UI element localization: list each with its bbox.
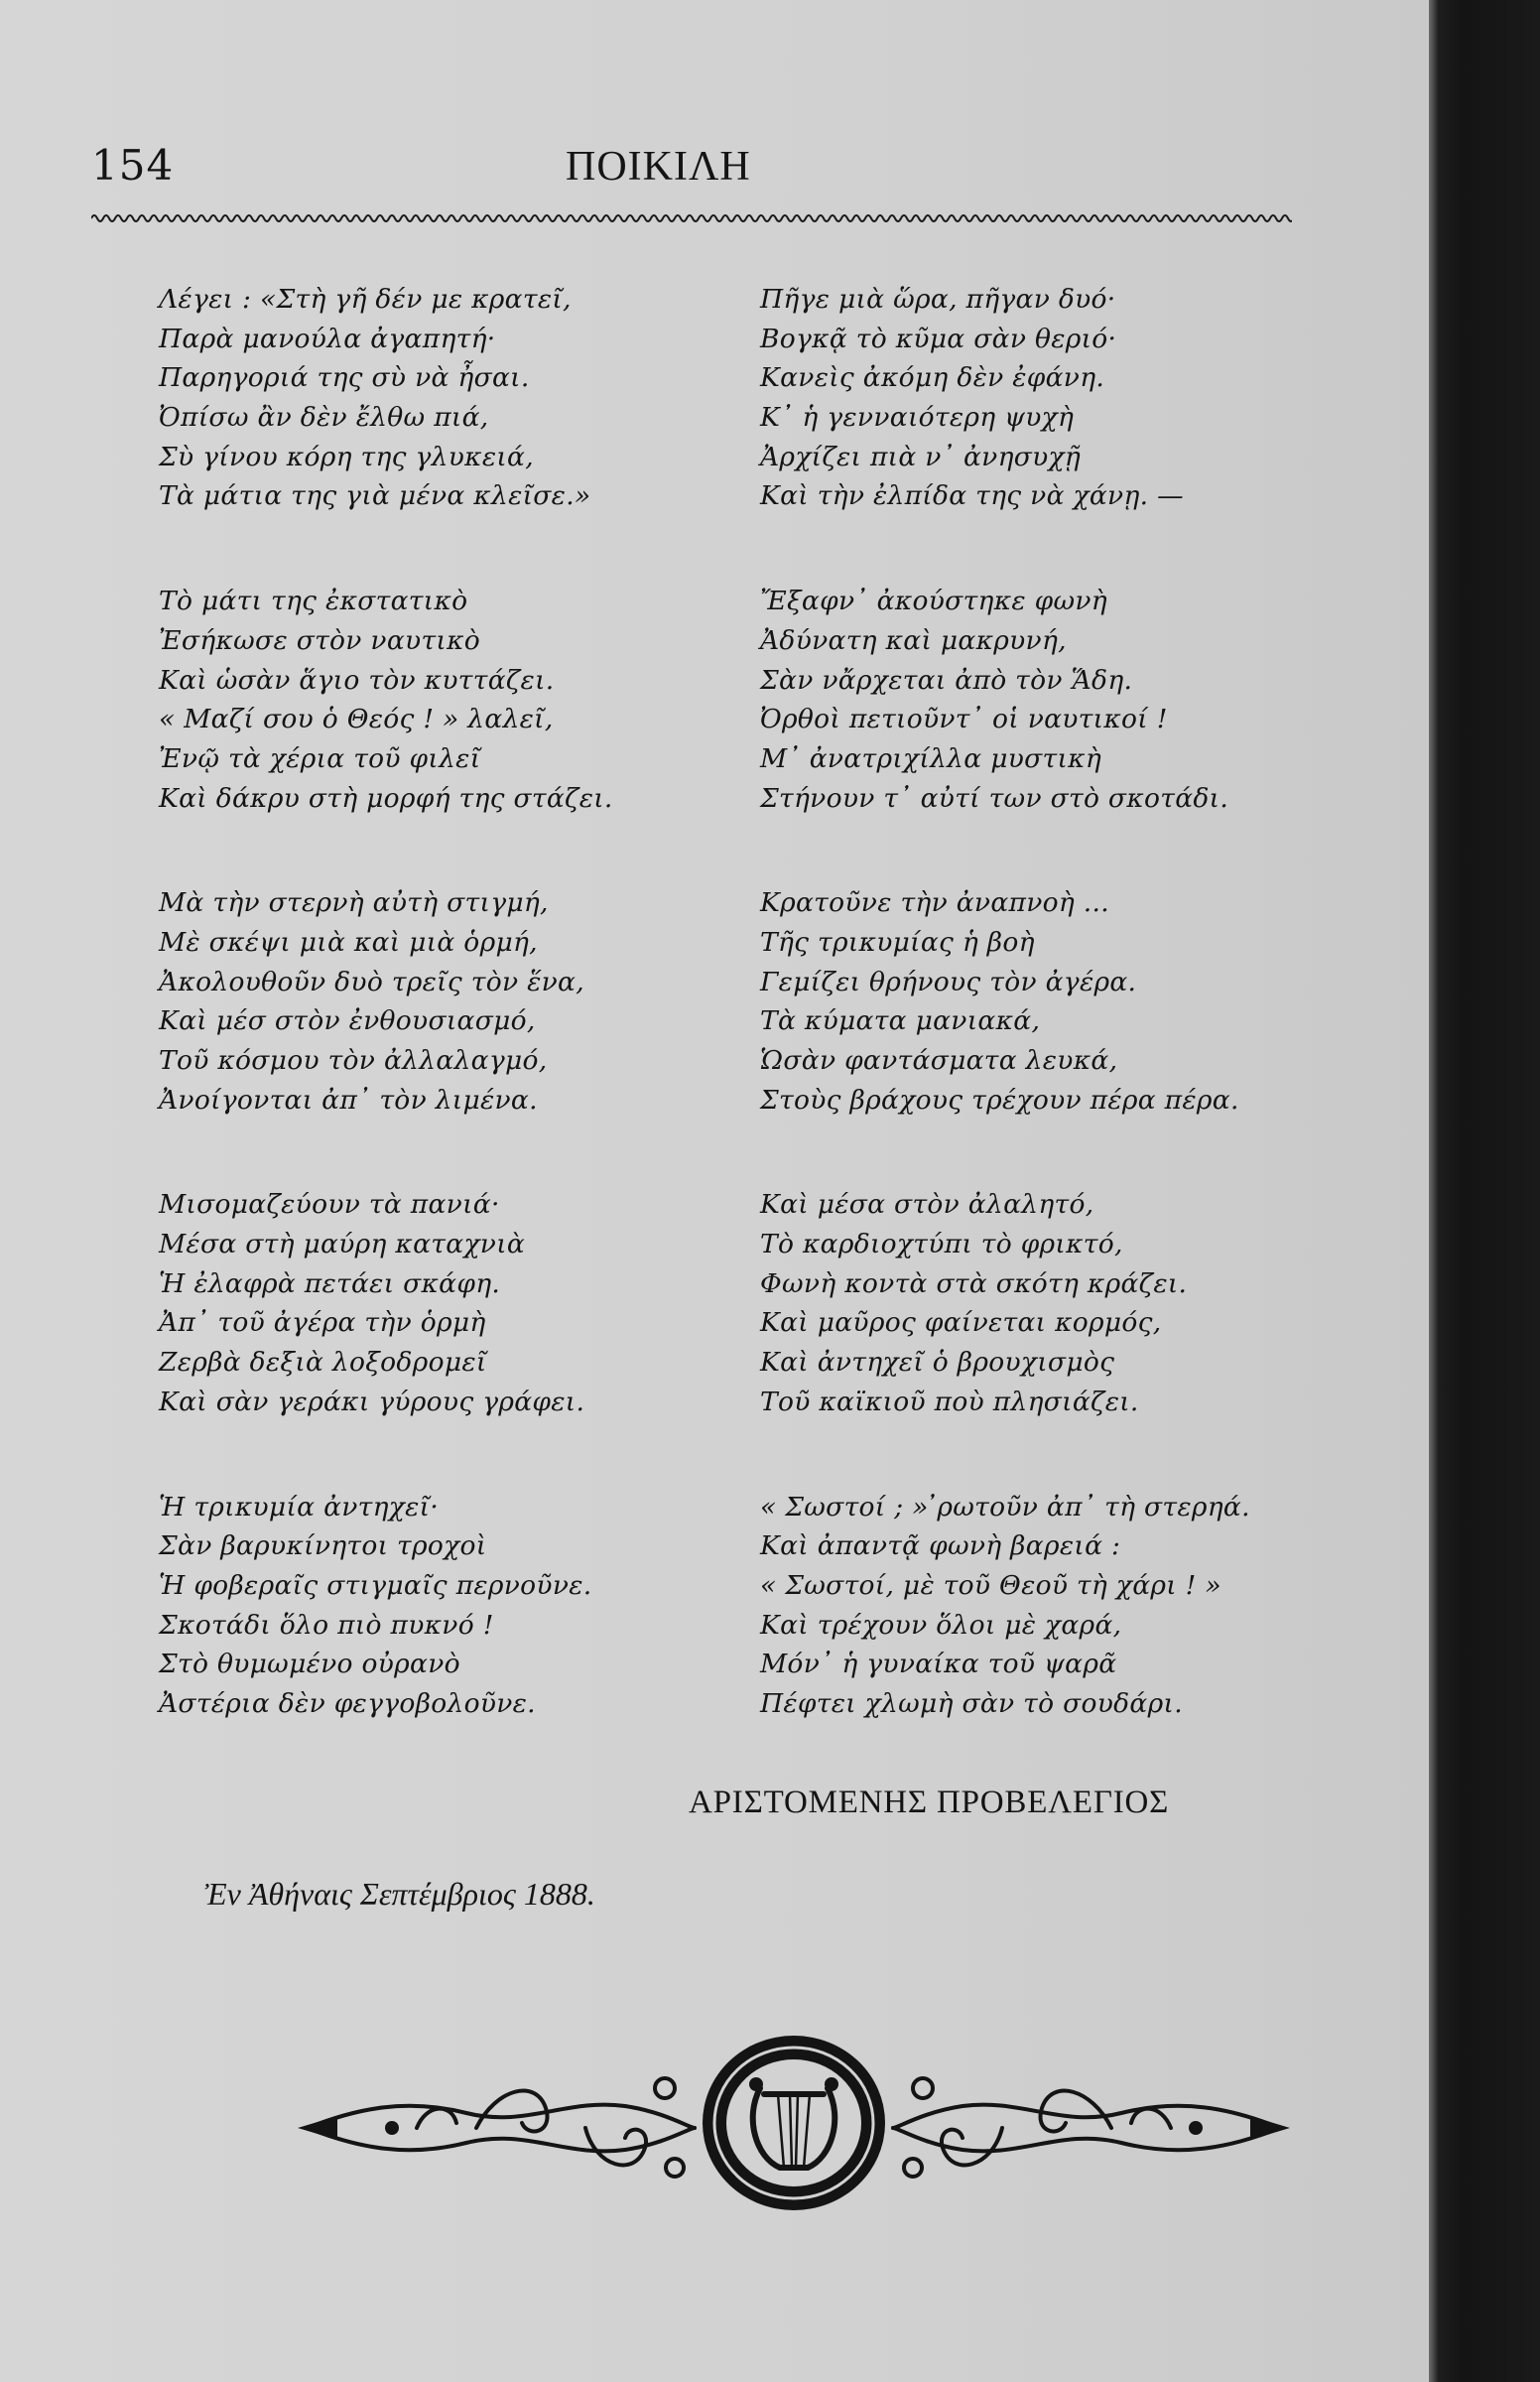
verse-line: Ἀδύνατη καὶ μακρυνή, — [760, 624, 1067, 656]
verse-line: Μόν᾽ ἡ γυναίκα τοῦ ψαρᾶ — [760, 1649, 1117, 1680]
verse-line: Κ᾽ ἡ γενναιότερη ψυχὴ — [760, 402, 1075, 434]
verse-line: Τοῦ κόσμου τὸν ἀλλαλαγμό, — [159, 1045, 548, 1076]
verse-line: Καὶ σὰν γεράκι γύρους γράφει. — [159, 1386, 585, 1417]
verse-line: Σὰν βαρυκίνητοι τροχοὶ — [159, 1530, 487, 1562]
verse-line: Καὶ ἀντηχεῖ ὁ βρουχισμὸς — [760, 1347, 1115, 1379]
stanza — [159, 1488, 714, 1724]
verse-line: Ἡ ἐλαφρὰ πετάει σκάφη. — [159, 1267, 501, 1299]
verse-line: Τὰ κύματα μανιακά, — [760, 1005, 1041, 1037]
verse-line: Στὸ θυμωμένο οὐρανὸ — [159, 1649, 460, 1680]
verse-line: Σὰν νἄρχεται ἀπὸ τὸν Ἅδη. — [760, 664, 1133, 696]
verse-line: « Μαζί σου ὁ Θεός ! » λαλεῖ, — [159, 704, 554, 735]
stanza — [159, 883, 714, 1120]
verse-line: Στήνουν τ᾽ αὐτί των στὸ σκοτάδι. — [760, 782, 1229, 814]
verse-line: Τὰ μάτια της γιὰ μένα κλεῖσε.» — [159, 480, 591, 512]
stanza — [159, 280, 714, 516]
verse-line: Γεμίζει θρήνους τὸν ἀγέρα. — [760, 966, 1137, 997]
stanza — [760, 1488, 1316, 1724]
lyre-tailpiece-icon — [298, 2029, 1290, 2217]
verse-line: Τὸ μάτι της ἐκστατικὸ — [159, 586, 468, 617]
author-signature: ΑΡΙΣΤΟΜΕΝΗΣ ΠΡΟΒΕΛΕΓΙΟΣ — [689, 1785, 1170, 1820]
verse-line: Μ᾽ ἀνατριχίλλα μυστικὴ — [760, 742, 1102, 774]
verse-line: Σκοτάδι ὅλο πιὸ πυκνό ! — [159, 1609, 494, 1641]
verse-line: Ἀστέρια δὲν φεγγοβολοῦνε. — [159, 1687, 536, 1719]
verse-line: Παρὰ μανούλα ἀγαπητή· — [159, 323, 496, 354]
verse-line: Ἀνοίγονται ἀπ᾽ τὸν λιμένα. — [159, 1084, 538, 1116]
stanza — [159, 1185, 714, 1421]
verse-line: Ἔξαφν᾽ ἀκούστηκε φωνὴ — [760, 586, 1107, 617]
verse-line: Μὲ σκέψι μιὰ καὶ μιὰ ὁρμή, — [159, 926, 538, 958]
running-head: ΠΟΙΚΙΛΗ — [566, 144, 751, 190]
verse-line: Καὶ μέσα στὸν ἀλαλητό, — [760, 1189, 1094, 1221]
verse-line: Μέσα στὴ μαύρη καταχνιὰ — [159, 1229, 526, 1260]
verse-line: Λέγει : «Στὴ γῆ δέν με κρατεῖ, — [159, 284, 572, 315]
verse-line: Ἀκολουθοῦν δυὸ τρεῖς τὸν ἕνα, — [159, 966, 584, 997]
stanza — [760, 280, 1316, 516]
verse-line: « Σωστοί ; » ̓ρωτοῦν ἀπ᾽ τὴ στερηά. — [760, 1491, 1250, 1522]
verse-line: Σὺ γίνου κόρη της γλυκειά, — [159, 441, 534, 472]
verse-line: Πῆγε μιὰ ὥρα, πῆγαν δυό· — [760, 284, 1116, 315]
stanza — [159, 582, 714, 818]
verse-line: Παρηγοριά της σὺ νὰ ἦσαι. — [159, 362, 530, 394]
verse-line: Τὸ καρδιοχτύπι τὸ φρικτό, — [760, 1229, 1123, 1260]
verse-line: Ἀρχίζει πιὰ ν᾽ ἀνησυχῇ — [760, 441, 1082, 472]
stanza — [760, 1185, 1316, 1421]
verse-line: Καὶ τὴν ἐλπίδα της νὰ χάνῃ. — — [760, 480, 1184, 512]
verse-line: Βογκᾷ τὸ κῦμα σὰν θεριό· — [760, 323, 1117, 354]
verse-line: Ἐνῷ τὰ χέρια τοῦ φιλεῖ — [159, 742, 481, 774]
verse-line: Καὶ ὡσὰν ἅγιο τὸν κυττάζει. — [159, 664, 555, 696]
verse-line: Ἐσήκωσε στὸν ναυτικὸ — [159, 624, 481, 656]
stanza — [760, 883, 1316, 1120]
verse-line: Μισομαζεύουν τὰ πανιά· — [159, 1189, 500, 1221]
verse-line: Κανεὶς ἀκόμη δὲν ἐφάνη. — [760, 362, 1105, 394]
verse-line: Ἡ φοβεραῖς στιγμαῖς περνοῦνε. — [159, 1569, 592, 1601]
verse-line: Καὶ ἀπαντᾷ φωνὴ βαρειά : — [760, 1530, 1121, 1562]
verse-line: Ὀρθοὶ πετιοῦντ᾽ οἱ ναυτικοί ! — [760, 704, 1168, 735]
poem-right-column — [760, 280, 1316, 1789]
poem-left-column — [159, 280, 714, 1789]
verse-line: Ἡ τρικυμία ἀντηχεῖ· — [159, 1491, 440, 1522]
verse-line: Καὶ μαῦρος φαίνεται κορμός, — [760, 1307, 1162, 1339]
verse-line: Πέφτει χλωμὴ σὰν τὸ σουδάρι. — [760, 1687, 1183, 1719]
verse-line: Κρατοῦνε τὴν ἀναπνοὴ ... — [760, 887, 1109, 919]
dateline: Ἐν Ἀθήναις Σεπτέμβριος 1888. — [204, 1876, 595, 1912]
verse-line: Καὶ μέσ στὸν ἐνθουσιασμό, — [159, 1005, 536, 1037]
verse-line: Καὶ τρέχουν ὅλοι μὲ χαρά, — [760, 1609, 1122, 1641]
verse-line: Καὶ δάκρυ στὴ μορφή της στάζει. — [159, 782, 613, 814]
verse-line: Φωνὴ κοντὰ στὰ σκότη κράζει. — [760, 1267, 1188, 1299]
verse-line: Ἀπ᾽ τοῦ ἀγέρα τὴν ὁρμὴ — [159, 1307, 486, 1339]
verse-line: Στοὺς βράχους τρέχουν πέρα πέρα. — [760, 1084, 1239, 1116]
verse-line: Ὀπίσω ἂν δὲν ἔλθω πιά, — [159, 402, 489, 434]
verse-line: « Σωστοί, μὲ τοῦ Θεοῦ τὴ χάρι ! » — [760, 1569, 1221, 1601]
verse-line: Τοῦ καϊκιοῦ ποὺ πλησιάζει. — [760, 1386, 1139, 1417]
page-number: 154 — [91, 141, 175, 190]
verse-line: Ὡσὰν φαντάσματα λευκά, — [760, 1045, 1118, 1076]
stanza — [760, 582, 1316, 818]
verse-line: Τῆς τρικυμίας ἡ βοὴ — [760, 926, 1035, 958]
book-binding-shadow — [1429, 0, 1540, 2382]
wavy-header-rule — [91, 210, 1292, 226]
verse-line: Ζερβὰ δεξιὰ λοξοδρομεῖ — [159, 1347, 487, 1379]
verse-line: Μὰ τὴν στερνὴ αὐτὴ στιγμή, — [159, 887, 549, 919]
